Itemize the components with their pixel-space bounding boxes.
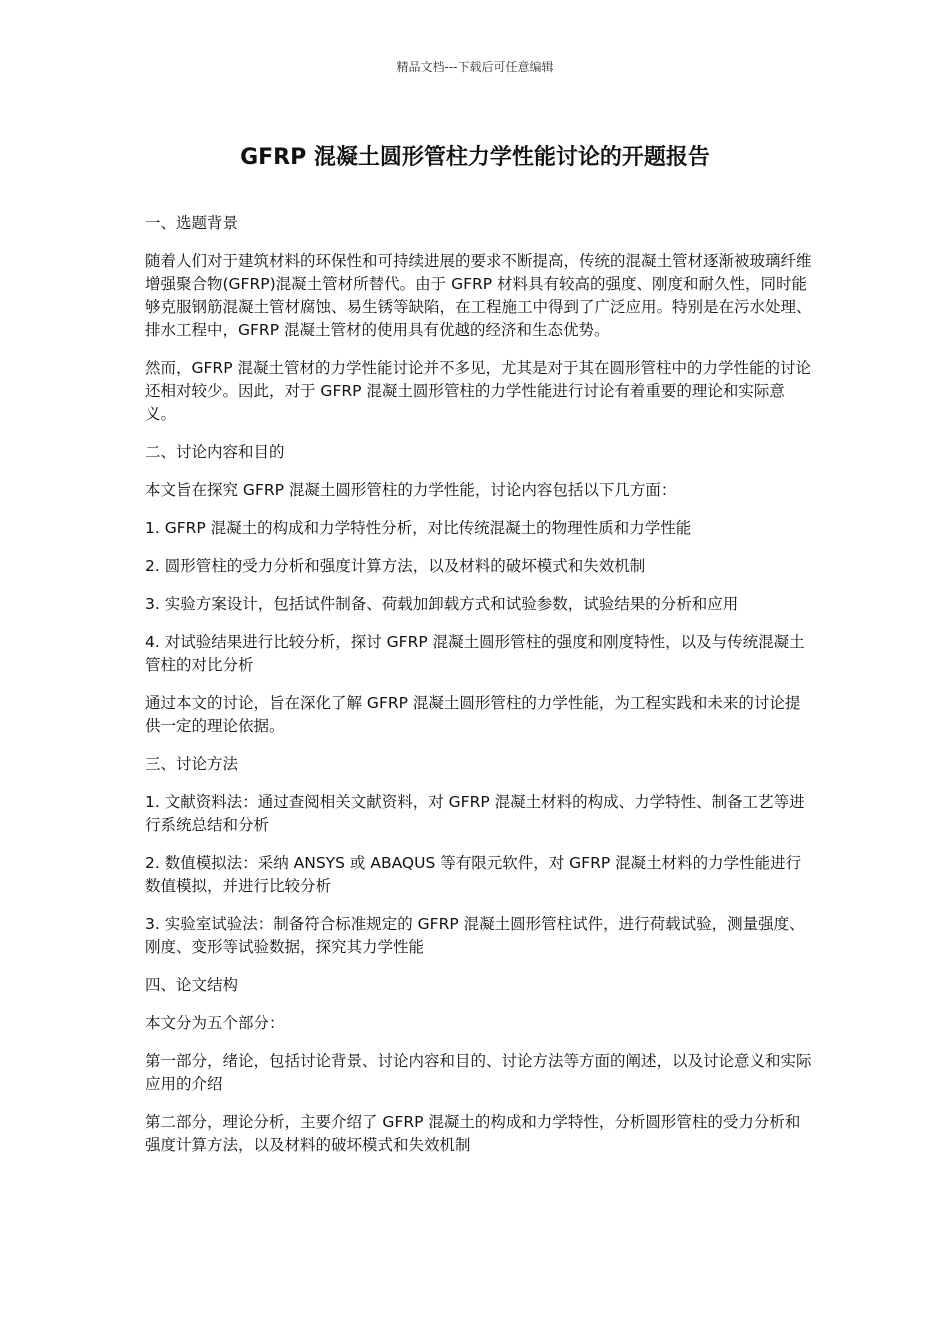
paragraph-background-2: 然而，GFRP 混凝土管材的力学性能讨论并不多见，尤其是对于其在圆形管柱中的力学性能的讨论还相对较少。因此，对于 GFRP 混凝土圆形管柱的力学性能进行讨论有着重要的理论和实际意义。: [145, 359, 811, 423]
paragraph-background-1: 随着人们对于建筑材料的环保性和可持续进展的要求不断提高，传统的混凝土管材逐渐被玻璃纤维增强聚合物(GFRP)混凝土管材所替代。由于 GFRP 材料具有较高的强度、刚度和耐久性，同时能够克服钢筋混凝土管材腐蚀、易生锈等缺陷，在工程施工中得到了广泛应用。特别是在污水处理、排水工程中，GFRP 混凝土管材的使用具有优越的经济和生态优势。: [145, 252, 812, 339]
section-heading-background: 一、选题背景: [145, 214, 239, 232]
list-item-content-3: 3. 实验方案设计，包括试件制备、荷载加卸载方式和试验参数，试验结果的分析和应用: [145, 595, 739, 613]
list-item-method-2: 2. 数值模拟法：采纳 ANSYS 或 ABAQUS 等有限元软件，对 GFRP 混凝土材料的力学性能进行数值模拟，并进行比较分析: [145, 854, 802, 895]
paragraph-structure-intro: 本文分为五个部分：: [145, 1014, 285, 1032]
paragraph-structure-part-2: 第二部分，理论分析，主要介绍了 GFRP 混凝土的构成和力学特性，分析圆形管柱的受力分析和强度计算方法，以及材料的破坏模式和失效机制: [145, 1113, 801, 1154]
paragraph-content-intro: 本文旨在探究 GFRP 混凝土圆形管柱的力学性能，讨论内容包括以下几方面：: [145, 481, 677, 499]
list-item-content-4: 4. 对试验结果进行比较分析，探讨 GFRP 混凝土圆形管柱的强度和刚度特性，以及与传统混凝土管柱的对比分析: [145, 633, 805, 674]
document-body: [145, 212, 815, 1172]
list-item-content-2: 2. 圆形管柱的受力分析和强度计算方法，以及材料的破坏模式和失效机制: [145, 557, 646, 575]
paragraph-structure-part-1: 第一部分，绪论，包括讨论背景、讨论内容和目的、讨论方法等方面的阐述，以及讨论意义和实际应用的介绍: [145, 1052, 812, 1093]
document-title: GFRP 混凝土圆形管柱力学性能讨论的开题报告: [240, 145, 710, 170]
section-heading-content-goals: 二、讨论内容和目的: [145, 443, 285, 461]
paragraph-content-summary: 通过本文的讨论，旨在深化了解 GFRP 混凝土圆形管柱的力学性能，为工程实践和未来的讨论提供一定的理论依据。: [145, 694, 801, 735]
list-item-content-1: 1. GFRP 混凝土的构成和力学特性分析，对比传统混凝土的物理性质和力学性能: [145, 519, 692, 537]
list-item-method-3: 3. 实验室试验法：制备符合标准规定的 GFRP 混凝土圆形管柱试件，进行荷载试验，测量强度、刚度、变形等试验数据，探究其力学性能: [145, 915, 805, 956]
section-heading-structure: 四、论文结构: [145, 976, 239, 994]
section-heading-methods: 三、讨论方法: [145, 755, 239, 773]
page-header-note: 精品文档---下载后可任意编辑: [396, 60, 554, 74]
list-item-method-1: 1. 文献资料法：通过查阅相关文献资料，对 GFRP 混凝土材料的构成、力学特性、制备工艺等进行系统总结和分析: [145, 793, 805, 834]
